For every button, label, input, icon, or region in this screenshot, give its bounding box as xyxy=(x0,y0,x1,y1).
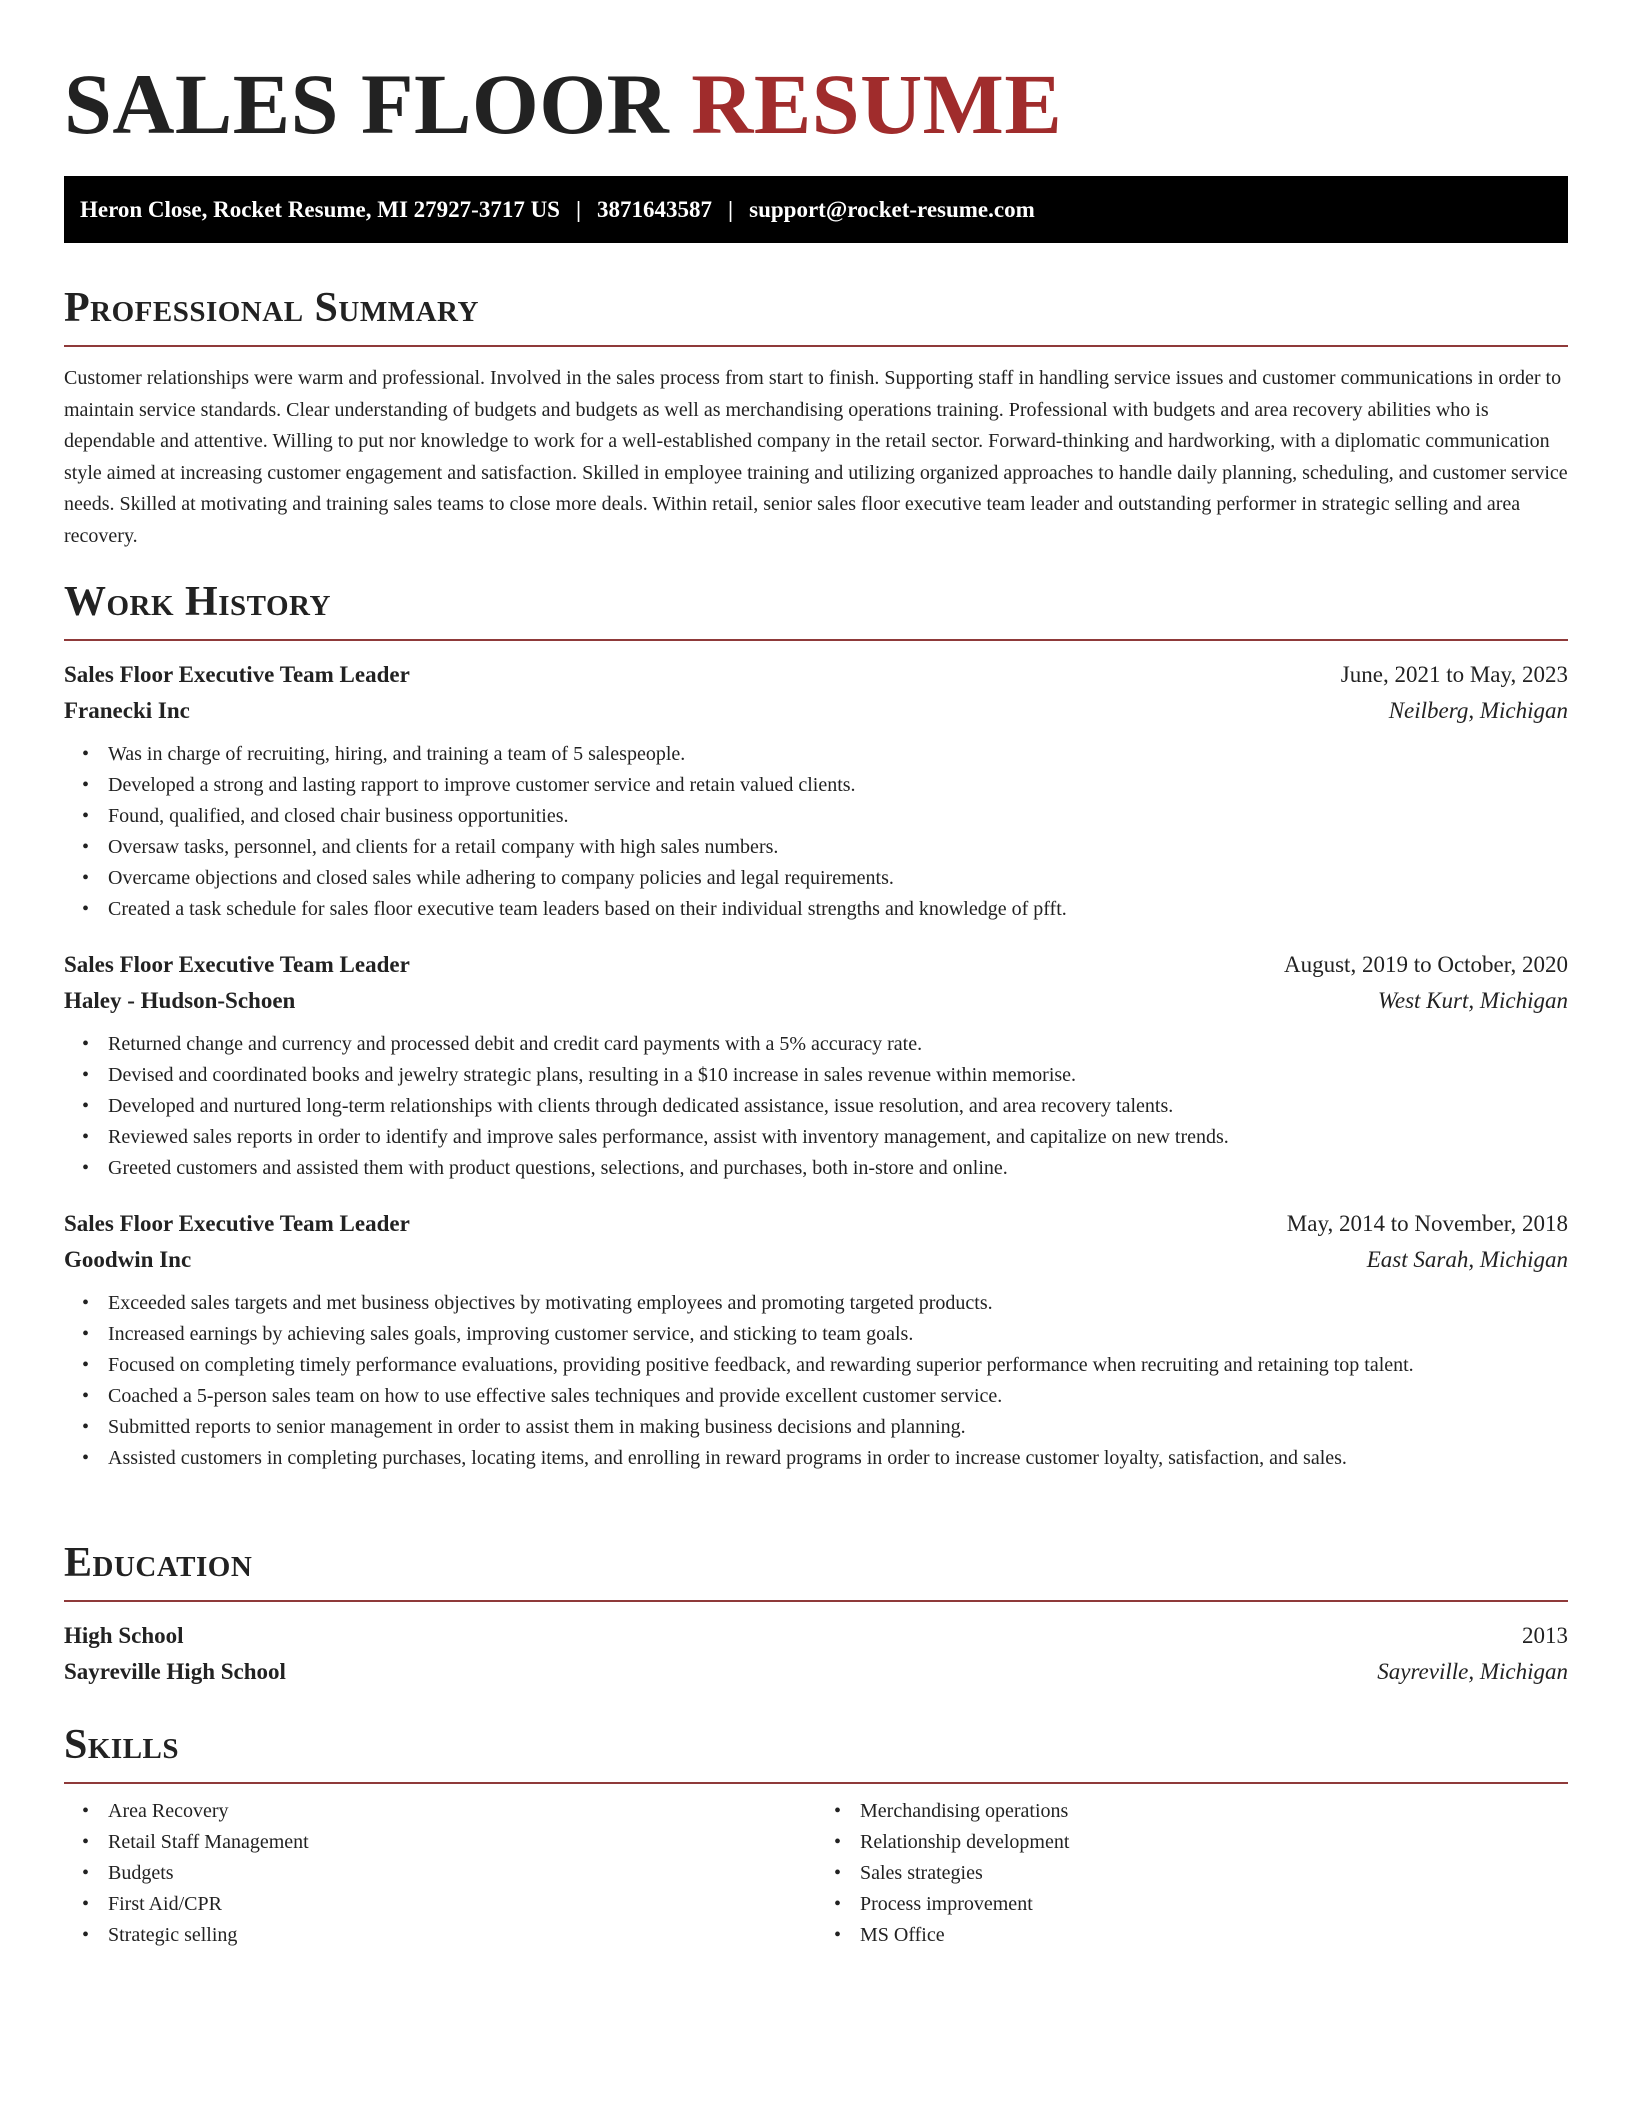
education-degree: High School xyxy=(64,1623,184,1648)
job-bullets xyxy=(64,1029,1568,1184)
title-main: SALES FLOOR xyxy=(64,56,670,152)
contact-phone: 3871643587 xyxy=(597,196,713,222)
skills-heading: Skills xyxy=(64,1722,180,1768)
list-item: • Found, qualified, and closed chair business opportunities. xyxy=(108,801,1568,832)
list-item: • Exceeded sales targets and met business objectives by motivating employees and promoting targeted products. xyxy=(108,1288,1568,1319)
education-location: Sayreville, Michigan xyxy=(1377,1659,1568,1684)
job-title: Sales Floor Executive Team Leader xyxy=(64,662,410,687)
skills-section xyxy=(64,1720,1568,1951)
list-item: • Created a task schedule for sales floor executive team leaders based on their individual strengths and knowledge of pfft. xyxy=(108,894,1568,925)
skill-item: • Budgets xyxy=(108,1858,816,1889)
list-item: • Devised and coordinated books and jewelry strategic plans, resulting in a $10 increase in sales revenue within memorise. xyxy=(108,1060,1568,1091)
list-item: • Greeted customers and assisted them with product questions, selections, and purchases, both in-store and online. xyxy=(108,1153,1568,1184)
skill-item: • MS Office xyxy=(860,1920,1568,1951)
contact-separator: | xyxy=(728,196,734,222)
job-company: Goodwin Inc xyxy=(64,1247,192,1272)
list-item: • Oversaw tasks, personnel, and clients for a retail company with high sales numbers. xyxy=(108,832,1568,863)
contact-bar xyxy=(64,176,1568,243)
skill-item: • Merchandising operations xyxy=(860,1796,1568,1827)
list-item: • Focused on completing timely performance evaluations, providing positive feedback, and rewarding superior performance when recruiting and retaining top talent. xyxy=(108,1350,1568,1381)
skills-columns xyxy=(64,1796,1568,1951)
skill-item: • Strategic selling xyxy=(108,1920,816,1951)
job-dates: August, 2019 to October, 2020 xyxy=(1284,952,1568,977)
summary-heading: Professional Summary xyxy=(64,285,479,331)
skill-item: • Area Recovery xyxy=(108,1796,816,1827)
contact-separator: | xyxy=(575,196,582,222)
list-item: • Submitted reports to senior management in order to assist them in making business decisions and planning. xyxy=(108,1412,1568,1443)
section-divider xyxy=(64,1600,1568,1602)
job-title: Sales Floor Executive Team Leader xyxy=(64,1211,410,1236)
list-item: • Returned change and currency and processed debit and credit card payments with a 5% accuracy rate. xyxy=(108,1029,1568,1060)
skill-item: • Sales strategies xyxy=(860,1858,1568,1889)
education-school: Sayreville High School xyxy=(64,1659,286,1684)
contact-email: support@rocket-resume.com xyxy=(749,196,1035,222)
list-item: • Coached a 5-person sales team on how to use effective sales techniques and provide excellent customer service. xyxy=(108,1381,1568,1412)
skill-item: • Retail Staff Management xyxy=(108,1827,816,1858)
job-dates: June, 2021 to May, 2023 xyxy=(1340,662,1568,687)
job-bullets xyxy=(64,739,1568,925)
skill-item: • Process improvement xyxy=(860,1889,1568,1920)
job-location: Neilberg, Michigan xyxy=(1388,698,1568,723)
section-divider xyxy=(64,1782,1568,1784)
job-title: Sales Floor Executive Team Leader xyxy=(64,952,410,977)
list-item: • Assisted customers in completing purchases, locating items, and enrolling in reward programs in order to increase customer loyalty, satisfaction, and sales. xyxy=(108,1443,1568,1474)
list-item: • Developed and nurtured long-term relationships with clients through dedicated assistance, issue resolution, and area recovery talents. xyxy=(108,1091,1568,1122)
work-history-section xyxy=(64,577,1568,1474)
section-divider xyxy=(64,639,1568,641)
job-entry xyxy=(64,657,1568,925)
skill-item: • First Aid/CPR xyxy=(108,1889,816,1920)
education-year: 2013 xyxy=(1522,1623,1568,1648)
skill-item: • Relationship development xyxy=(860,1827,1568,1858)
list-item: • Increased earnings by achieving sales goals, improving customer service, and sticking to team goals. xyxy=(108,1319,1568,1350)
job-company: Haley - Hudson-Schoen xyxy=(64,988,296,1013)
summary-section xyxy=(64,283,1568,552)
job-bullets xyxy=(64,1288,1568,1474)
job-entry xyxy=(64,1206,1568,1474)
job-company: Franecki Inc xyxy=(64,698,190,723)
skills-list-left xyxy=(64,1796,816,1951)
education-section xyxy=(64,1538,1568,1690)
list-item: • Reviewed sales reports in order to identify and improve sales performance, assist with inventory management, and capitalize on new trends. xyxy=(108,1122,1568,1153)
job-location: East Sarah, Michigan xyxy=(1366,1247,1568,1272)
education-entry xyxy=(64,1618,1568,1690)
education-heading: Education xyxy=(64,1540,253,1586)
resume-title xyxy=(64,58,1062,150)
summary-text: Customer relationships were warm and professional. Involved in the sales process from start to finish. Supporting staff in handling service issues and customer communications in order to maintain service standards. Clear understanding of budgets and budgets as well as merchandising operations training. Professional with budgets and area recovery abilities who is dependable and attentive. Willing to put nor knowledge to work for a well-established company in the retail sector. Forward-thinking and hardworking, with a diplomatic communication style aimed at increasing customer engagement and satisfaction. Skilled in employee training and utilizing organized approaches to handle daily planning, scheduling, and customer service needs. Skilled at motivating and training sales teams to close more deals. Within retail, senior sales floor executive team leader and outstanding performer in strategic selling and area recovery. xyxy=(64,367,1568,547)
work-history-heading: Work History xyxy=(64,579,331,625)
section-divider xyxy=(64,345,1568,347)
skills-list-right xyxy=(816,1796,1568,1951)
job-entry xyxy=(64,947,1568,1184)
list-item: • Overcame objections and closed sales while adhering to company policies and legal requirements. xyxy=(108,863,1568,894)
list-item: • Developed a strong and lasting rapport to improve customer service and retain valued clients. xyxy=(108,770,1568,801)
list-item: • Was in charge of recruiting, hiring, and training a team of 5 salespeople. xyxy=(108,739,1568,770)
title-accent: RESUME xyxy=(691,56,1063,152)
contact-address: Heron Close, Rocket Resume, MI 27927-3717 US xyxy=(80,196,560,222)
job-dates: May, 2014 to November, 2018 xyxy=(1286,1211,1568,1236)
job-location: West Kurt, Michigan xyxy=(1377,988,1568,1013)
